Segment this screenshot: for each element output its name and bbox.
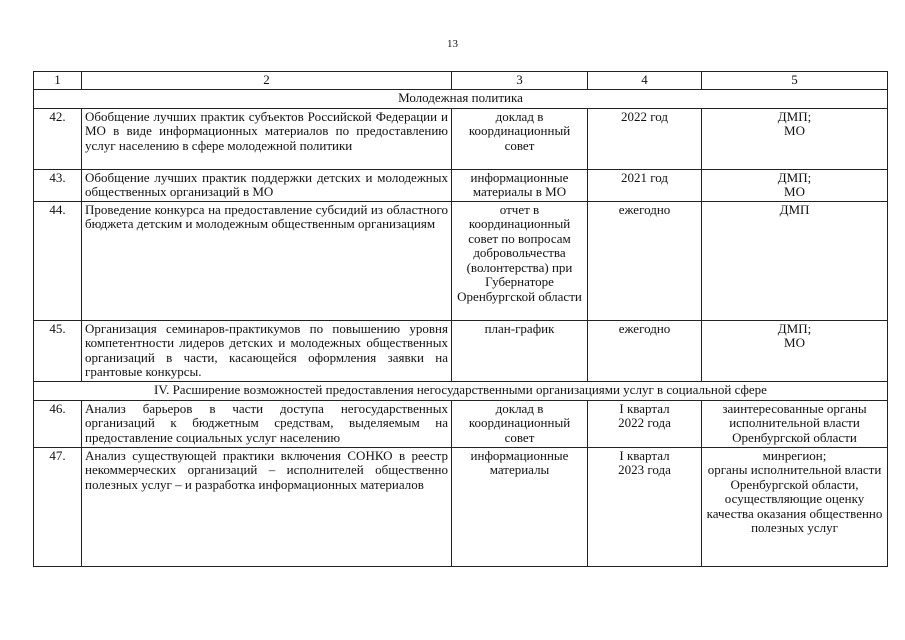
row-term: I квартал 2023 года	[588, 447, 702, 566]
row-term: 2021 год	[588, 169, 702, 201]
header-cell: 3	[452, 72, 588, 90]
row-responsible: ДМП; МО	[702, 169, 888, 201]
section-row	[34, 381, 888, 400]
row-description: Организация семинаров-практикумов по повышению уровня компетентности лидеров детских и молодежных общественных организаций в части, касающейся оформления заявки на грантовые конкурсы.	[82, 320, 452, 381]
row-term: ежегодно	[588, 320, 702, 381]
row-term: ежегодно	[588, 201, 702, 320]
row-document: информационные материалы	[452, 447, 588, 566]
row-responsible: заинтересованные органы исполнительной власти Оренбургской области	[702, 400, 888, 447]
table-row	[34, 400, 888, 447]
row-document: доклад в координационный совет	[452, 400, 588, 447]
row-term: 2022 год	[588, 108, 702, 169]
row-responsible: ДМП; МО	[702, 108, 888, 169]
table-row	[34, 320, 888, 381]
header-cell: 4	[588, 72, 702, 90]
row-term: I квартал 2022 года	[588, 400, 702, 447]
row-document: отчет в координационный совет по вопросам добровольчества (волонтерства) при Губернаторе Оренбургской области	[452, 201, 588, 320]
row-number: 44.	[34, 201, 82, 320]
header-cell: 2	[82, 72, 452, 90]
page-number: 13	[447, 38, 458, 50]
table-row	[34, 201, 888, 320]
row-number: 47.	[34, 447, 82, 566]
row-number: 43.	[34, 169, 82, 201]
row-description: Обобщение лучших практик поддержки детских и молодежных общественных организаций в МО	[82, 169, 452, 201]
section-row	[34, 89, 888, 108]
section-title: IV. Расширение возможностей предоставления негосударственными организациями услуг в социальной сфере	[34, 381, 888, 400]
row-number: 45.	[34, 320, 82, 381]
row-document: план-график	[452, 320, 588, 381]
section-title: Молодежная политика	[34, 89, 888, 108]
table-header-row	[34, 72, 888, 90]
table-row	[34, 169, 888, 201]
row-number: 46.	[34, 400, 82, 447]
row-document: информационные материалы в МО	[452, 169, 588, 201]
row-responsible: минрегион; органы исполнительной власти Оренбургской области, осуществляющие оценку качества оказания общественно полезных услуг	[702, 447, 888, 566]
plan-table	[33, 71, 888, 567]
row-description: Проведение конкурса на предоставление субсидий из областного бюджета детским и молодежным общественным организациям	[82, 201, 452, 320]
row-description: Анализ существующей практики включения СОНКО в реестр некоммерческих организаций – исполнителей общественно полезных услуг – и разработка информационных материалов	[82, 447, 452, 566]
row-document: доклад в координационный совет	[452, 108, 588, 169]
table-row	[34, 108, 888, 169]
row-description: Обобщение лучших практик субъектов Российской Федерации и МО в виде информационных материалов по предоставлению услуг населению в сфере молодежной политики	[82, 108, 452, 169]
row-number: 42.	[34, 108, 82, 169]
row-description: Анализ барьеров в части доступа негосударственных организаций к бюджетным средствам, выделяемым на предоставление социальных услуг населению	[82, 400, 452, 447]
table-row	[34, 447, 888, 566]
row-responsible: ДМП	[702, 201, 888, 320]
row-responsible: ДМП; МО	[702, 320, 888, 381]
header-cell: 5	[702, 72, 888, 90]
header-cell: 1	[34, 72, 82, 90]
